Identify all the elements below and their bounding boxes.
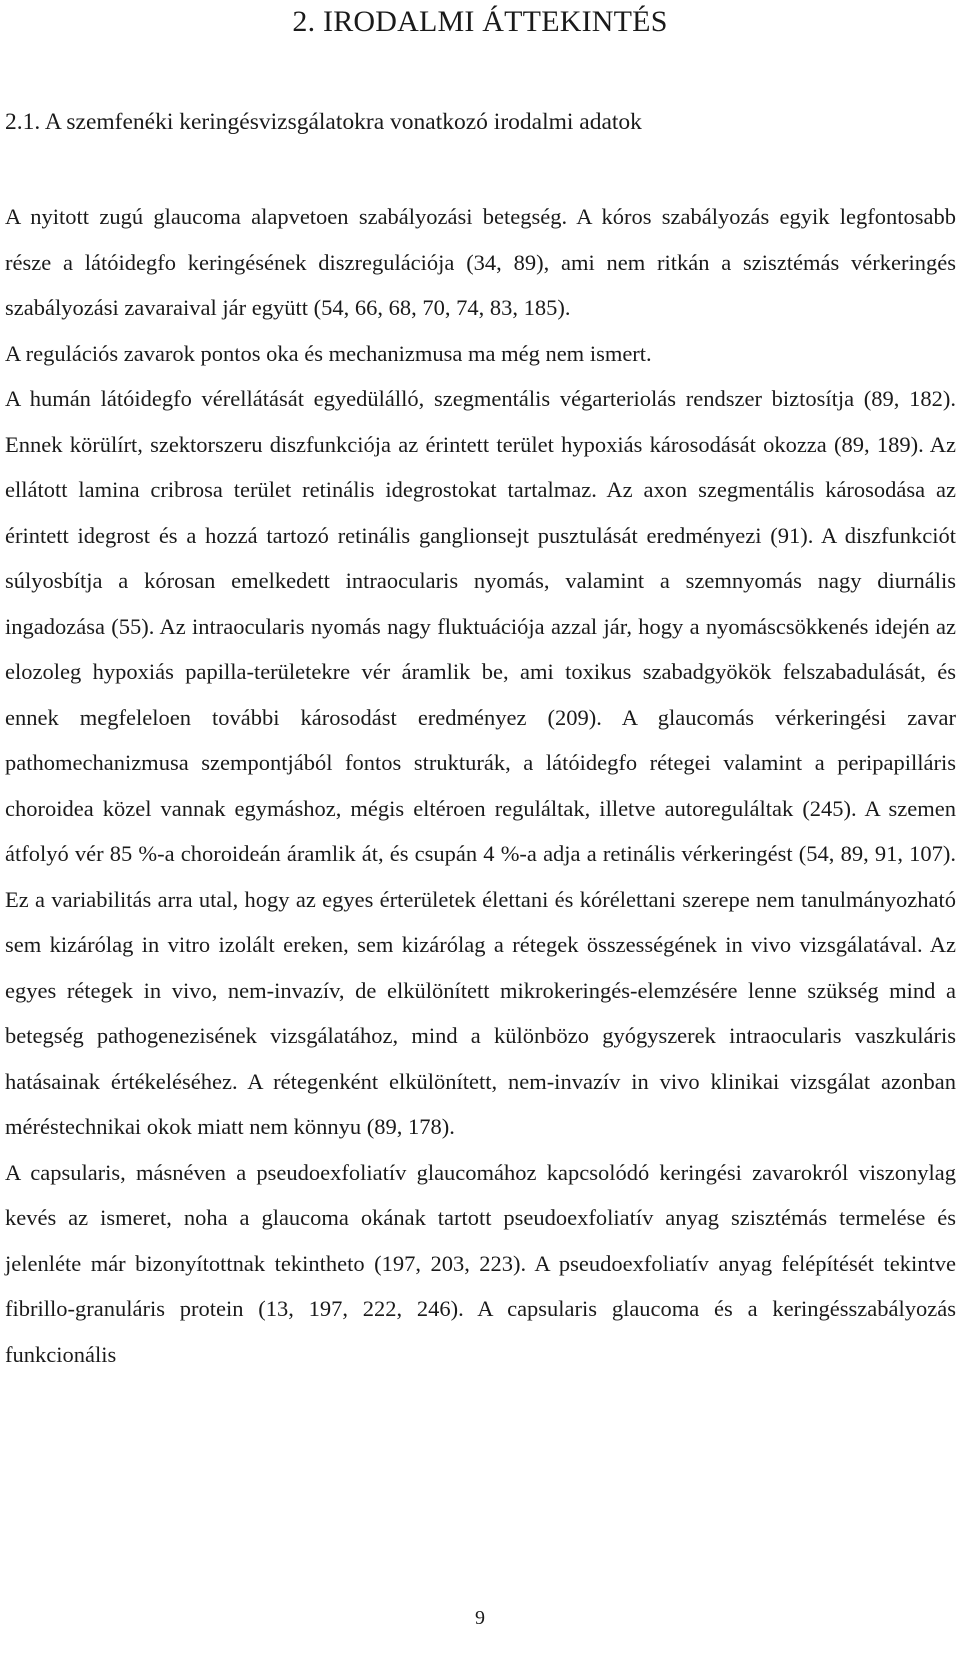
section-title: 2.1. A szemfenéki keringésvizsgálatokra vonatkozó irodalmi adatok [5, 109, 642, 135]
paragraph: A humán látóidegfo vérellátását egyedülálló, szegmentális végarteriolás rendszer biztosítja (89, 182). Ennek körülírt, szektorszeru diszfunkciója az érintett terület hypoxiás károsodását okozza (89, 189). Az ellátott lamina cribrosa terület retinális idegrostokat tartalmaz. Az axon szegmentális károsodása az érintett idegrost és a hozzá tartozó retinális ganglionsejt pusztulását eredményezi (91). A diszfunkciót súlyosbítja a kórosan emelkedett intraocularis nyomás, valamint a szemnyomás nagy diurnális ingadozása (55). Az intraocularis nyomás nagy fluktuációja azzal jár, hogy a nyomáscsökkenés idején az elozoleg hypoxiás papilla-területekre vér áramlik be, ami toxikus szabadgyökök felszabadulását, és ennek megfeleloen további károsodást eredményez (209). A glaucomás vérkeringési zavar pathomechanizmusa szempontjából fontos strukturák, a látóidegfo rétegei valamint a peripapilláris choroidea közel vannak egymáshoz, mégis eltéroen reguláltak, illetve autoreguláltak (245). A szemen átfolyó vér 85 %-a choroideán áramlik át, és csupán 4 %-a adja a retinális vérkeringést (54, 89, 91, 107). Ez a variabilitás arra utal, hogy az egyes érterületek élettani és kórélettani szerepe nem tanulmányozható sem kizárólag in vitro izolált ereken, sem kizárólag a rétegek összességének in vivo vizsgálatával. Az egyes rétegek in vivo, nem-invazív, de elkülönített mikrokeringés-elemzésére lenne szükség mind a betegség pathogenezisének vizsgálatához, mind a különbözo gyógyszerek intraocularis vaszkuláris hatásainak értékeléséhez. A rétegenként elkülönített, nem-invazív in vivo klinikai vizsgálat azonban méréstechnikai okok miatt nem könnyu (89, 178). [5, 386, 956, 1139]
body-text [5, 194, 956, 1377]
paragraph: A nyitott zugú glaucoma alapvetoen szabályozási betegség. A kóros szabályozás egyik legfontosabb része a látóidegfo keringésének diszregulációja (34, 89), ami nem ritkán a szisztémás vérkeringés szabályozási zavaraival jár együtt (54, 66, 68, 70, 74, 83, 185). [5, 204, 956, 320]
chapter-title: 2. IRODALMI ÁTTEKINTÉS [292, 5, 668, 38]
page-number: 9 [475, 1607, 485, 1629]
paragraph: A regulációs zavarok pontos oka és mechanizmusa ma még nem ismert. [5, 340, 652, 366]
paragraph: A capsularis, másnéven a pseudoexfoliatív glaucomához kapcsolódó keringési zavarokról viszonylag kevés az ismeret, noha a glaucoma okának tartott pseudoexfoliatív anyag szisztémás termelése és jelenléte már bizonyítottnak tekintheto (197, 203, 223). A pseudoexfoliatív anyag felépítését tekintve fibrillo-granuláris protein (13, 197, 222, 246). A capsularis glaucoma és a keringésszabályozás funkcionális [5, 1159, 956, 1367]
